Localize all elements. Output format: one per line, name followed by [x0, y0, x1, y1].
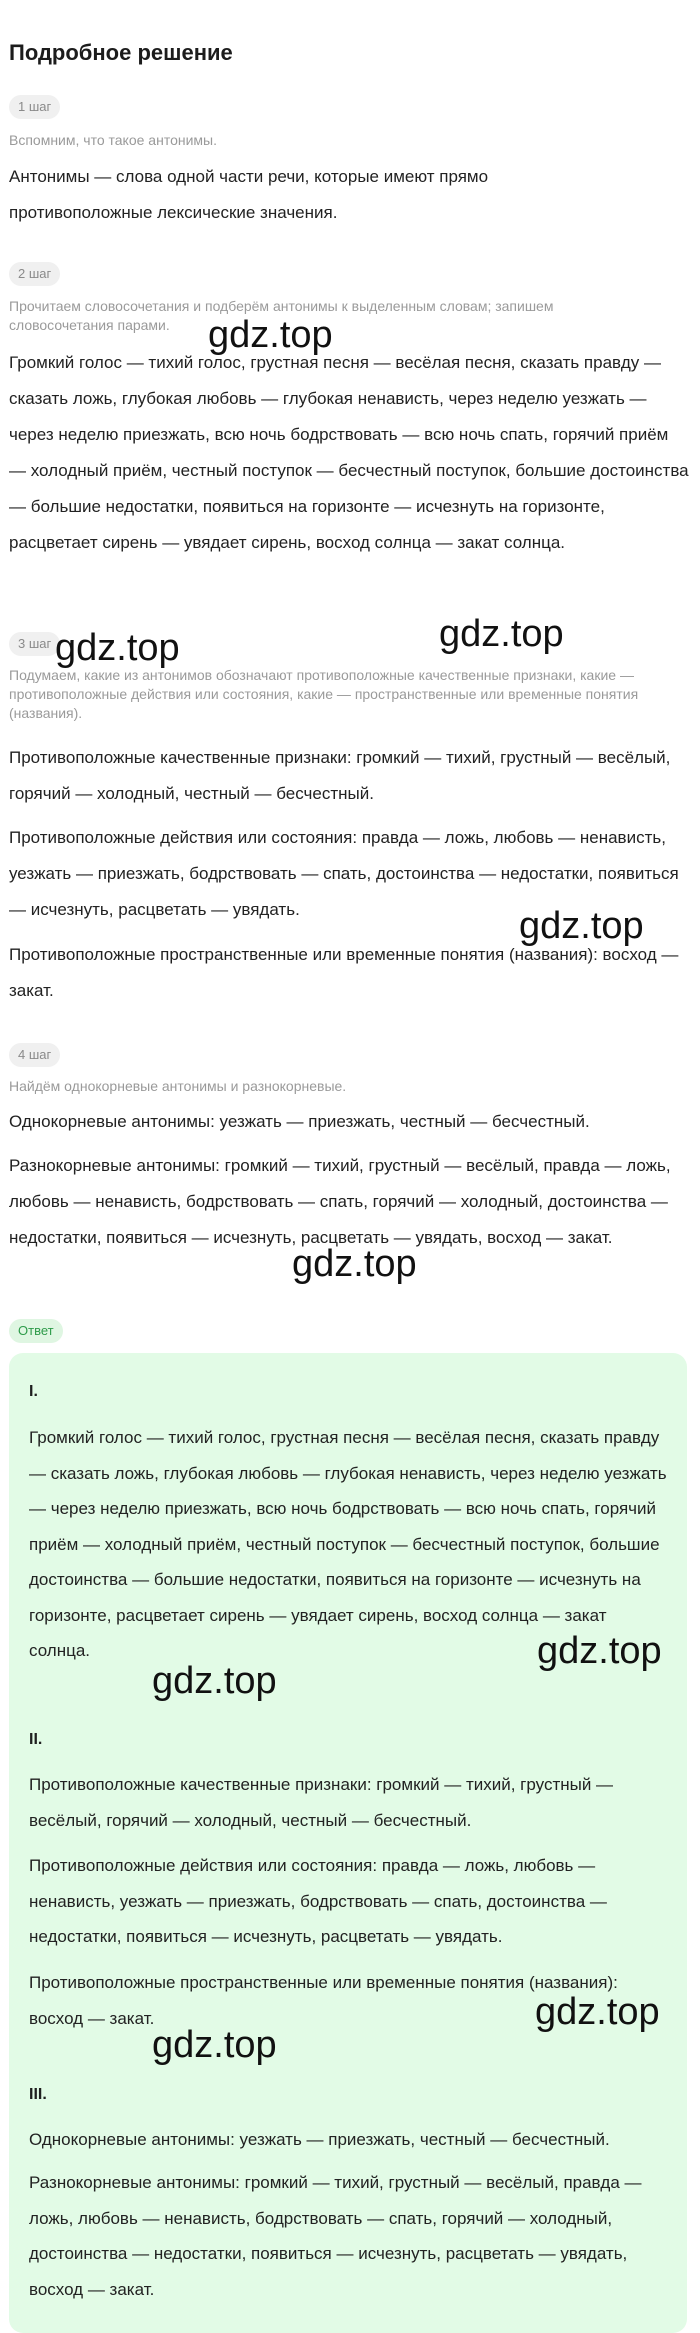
watermark-1: gdz.top — [208, 314, 333, 356]
step-badge-4: 4 шаг — [9, 1043, 60, 1067]
watermark-6: gdz.top — [537, 1630, 662, 1672]
page-title: Подробное решение — [9, 40, 233, 65]
step-badge-3: 3 шаг — [9, 632, 60, 656]
step-4-paragraph-1: Однокорневые антонимы: уезжать — приезжать, честный — бесчестный. — [9, 1112, 590, 1131]
watermark-7: gdz.top — [152, 1660, 277, 1702]
step-badge-1: 1 шаг — [9, 95, 60, 119]
step-hint-4: Найдём однокорневые антонимы и разнокорневые. — [9, 1078, 347, 1094]
answer-section-3-paragraph-1: Однокорневые антонимы: уезжать — приезжать, честный — бесчестный. — [29, 2130, 610, 2149]
step-hint-3: Подумаем, какие из антонимов обозначают противоположные качественные признаки, какие — противоположные действия или состояния, какие — пространственные или временные понятия (названия). — [9, 667, 639, 721]
step-badge-2: 2 шаг — [9, 262, 60, 286]
step-3-paragraph-1: Противоположные качественные признаки: громкий — тихий, грустный — весёлый, горячий — холодный, честный — бесчестный. — [9, 748, 671, 803]
answer-section-2-paragraph-1: Противоположные качественные признаки: громкий — тихий, грустный — весёлый, горячий — холодный, честный — бесчестный. — [29, 1775, 614, 1830]
answer-section-1-heading: I. — [29, 1383, 38, 1400]
answer-section-3-paragraph-2: Разнокорневые антонимы: громкий — тихий, грустный — весёлый, правда — ложь, любовь — ненависть, бодрствовать — спать, горячий — холодный, достоинства — недостатки, появиться — исчезнуть, расцветать — увядать, восход — закат. — [29, 2173, 642, 2299]
answer-box — [9, 1353, 687, 2333]
step-3-paragraph-2: Противоположные действия или состояния: правда — ложь, любовь — ненависть, уезжать — приезжать, бодрствовать — спать, достоинства — недостатки, появиться — исчезнуть, расцветать — увядать. — [9, 828, 679, 919]
step-4-paragraph-2: Разнокорневые антонимы: громкий — тихий, грустный — весёлый, правда — ложь, любовь — ненависть, бодрствовать — спать, горячий — холодный, достоинства — недостатки, появиться — исчезнуть, расцветать — увядать, восход — закат. — [9, 1156, 671, 1247]
step-3-paragraph-3: Противоположные пространственные или временные понятия (названия): восход — закат. — [9, 945, 679, 1000]
watermark-2: gdz.top — [55, 627, 180, 669]
watermark-8: gdz.top — [535, 1991, 660, 2033]
answer-section-2-paragraph-2: Противоположные действия или состояния: правда — ложь, любовь — ненависть, уезжать — приезжать, бодрствовать — спать, достоинства — недостатки, появиться — исчезнуть, расцветать — увядать. — [29, 1856, 607, 1946]
answer-badge: Ответ — [9, 1319, 63, 1343]
answer-section-2-paragraph-3: Противоположные пространственные или временные понятия (названия): восход — закат. — [29, 1973, 618, 2028]
watermark-9: gdz.top — [152, 2024, 277, 2066]
step-hint-2: Прочитаем словосочетания и подберём антонимы к выделенным словам; запишем словосочетания парами. — [9, 298, 554, 333]
watermark-5: gdz.top — [292, 1243, 417, 1285]
answer-section-2-heading: II. — [29, 1731, 43, 1748]
watermark-3: gdz.top — [439, 613, 564, 655]
answer-section-1-paragraph: Громкий голос — тихий голос, грустная песня — весёлая песня, сказать правду — сказать ложь, глубокая любовь — глубокая ненависть, через неделю уезжать — через неделю приезжать, всю ночь бодрствовать — всю ночь спать, горячий приём — холодный приём, честный поступок — бесчестный поступок, большие достоинства — большие недостатки, появиться на горизонте — исчезнуть на горизонте, расцветает сирень — увядает сирень, восход солнца — закат солнца. — [29, 1428, 667, 1660]
answer-section-3-heading: III. — [29, 2086, 47, 2103]
watermark-4: gdz.top — [519, 905, 644, 947]
step-2-paragraph: Громкий голос — тихий голос, грустная песня — весёлая песня, сказать правду — сказать ложь, глубокая любовь — глубокая ненависть, через неделю уезжать — через неделю приезжать, всю ночь бодрствовать — всю ночь спать, горячий приём — холодный приём, честный поступок — бесчестный поступок, большие достоинства — большие недостатки, появиться на горизонте — исчезнуть на горизонте, расцветает сирень — увядает сирень, восход солнца — закат солнца. — [9, 353, 689, 552]
step-1-paragraph: Антонимы — слова одной части речи, которые имеют прямо противоположные лексические значения. — [9, 167, 489, 222]
step-hint-1: Вспомним, что такое антонимы. — [9, 132, 217, 148]
